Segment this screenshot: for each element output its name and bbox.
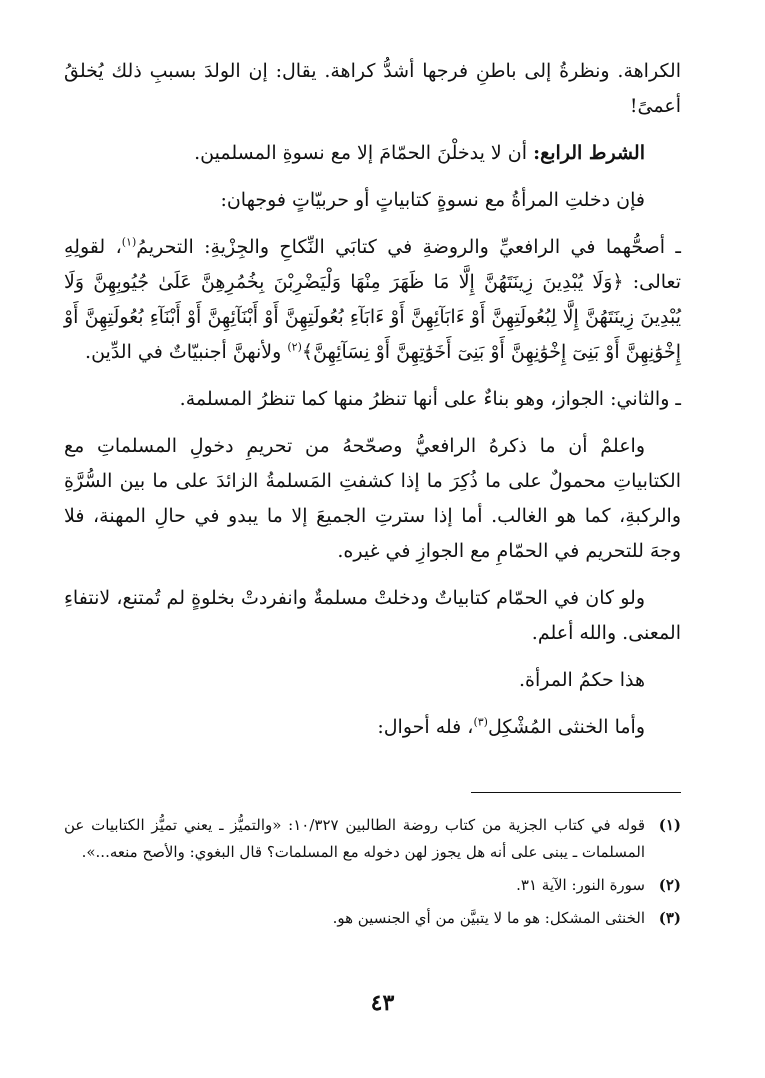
footnote-text: قوله في كتاب الجزية من كتاب روضة الطالبين ١٠/٣٢٧: «والتميُّز ـ يعني تميُّز الكتابيات عن المسلمات ـ يبنى على أنه هل يجوز لهن دخوله مع المسلمات؟ قال البغوي: والأصح منعه...». <box>64 816 645 861</box>
footnote-divider <box>471 792 681 793</box>
paragraph-8: هذا حكمُ المرأة. <box>518 669 645 691</box>
quran-verse: ﴿وَلَا يُبْدِينَ زِينَتَهُنَّ إِلَّا مَا ظَهَرَ مِنْهَا وَلْيَضْرِبْنَ بِخُمُرِهِنَّ عَلَىٰ جُيُوبِهِنَّ وَلَا يُبْدِينَ زِينَتَهُنَّ إِلَّا لِبُعُولَتِهِنَّ أَوْ ءَابَآئِهِنَّ أَوْ ءَابَآءِ بُعُولَتِهِنَّ أَوْ أَبْنَآئِهِنَّ أَوْ أَبْنَآءِ بُعُولَتِهِنَّ أَوْ إِخْوَٰنِهِنَّ أَوْ بَنِىٓ إِخْوَٰنِهِنَّ أَوْ بَنِىٓ أَخَوَٰتِهِنَّ أَوْ نِسَآئِهِنَّ﴾ <box>64 271 681 363</box>
footnote-text: الخنثى المشكل: هو ما لا يتبيَّن من أي الجنسين هو. <box>332 909 645 927</box>
footnotes <box>64 812 681 938</box>
condition-text: أن لا يدخلْنَ الحمّامَ إلا مع نسوةِ المسلمين. <box>194 142 534 164</box>
paragraph-7: ولو كان في الحمّام كتابياتٌ ودخلتْ مسلمةٌ وانفردتْ بخلوةٍ لم تُمتنع، لانتفاءِ المعنى. والله أعلم. <box>64 587 681 644</box>
footnote-ref-2[interactable]: (٢) <box>287 340 302 354</box>
footnote-3 <box>64 905 681 932</box>
footnote-ref-1[interactable]: (١) <box>121 235 137 249</box>
paragraph-first-view <box>64 230 681 370</box>
footnote-1 <box>64 812 681 866</box>
footnote-text: سورة النور: الآية ٣١. <box>516 876 645 894</box>
main-text <box>64 54 681 757</box>
first-view-text: ـ أصحُّهما في الرافعيِّ والروضةِ في كتابَي النِّكاحِ والجِزْيةِ: التحريمُ <box>136 236 681 258</box>
hermaphrodite-text: وأما الخنثى المُشْكِل <box>487 716 645 738</box>
hermaphrodite-text-2: ، فله أحوال: <box>377 716 474 738</box>
paragraph-3: فإن دخلتِ المرأةُ مع نسوةٍ كتابياتٍ أو حربيّاتٍ فوجهان: <box>220 189 645 211</box>
footnote-number: (٢) <box>658 876 681 894</box>
paragraph-9 <box>64 710 681 745</box>
footnote-number: (١) <box>658 816 681 834</box>
page-number: ٤٣ <box>370 990 395 1016</box>
paragraph-6: واعلمْ أن ما ذكرهُ الرافعيُّ وصحّحهُ من تحريمِ دخولِ المسلماتِ مع الكتابياتِ محمولٌ على ما ذُكِرَ ما إذا كشفتِ المَسلمةُ الزائدَ على ما بين السُّرَّةِ والركبةِ، كما هو الغالب. أما إذا سترتِ الجميعَ إلا ما يبدو في حالِ المهنة، فلا وجهَ للتحريم في الحمّامِ مع الجوازِ في غيره. <box>64 435 681 562</box>
first-view-text-3: ولأنهنَّ أجنبيّاتٌ في الدِّين. <box>85 341 288 363</box>
footnote-2 <box>64 872 681 899</box>
paragraph-condition-four <box>64 136 681 171</box>
paragraph-1: الكراهة. ونظرةُ إلى باطنِ فرجها أشدُّ كراهة. يقال: إن الولدَ بسببِ ذلك يُخلقُ أعمىً! <box>64 60 681 117</box>
paragraph-second-view: ـ والثاني: الجواز، وهو بناءٌ على أنها تنظرُ منها كما تنظرُ المسلمة. <box>179 388 681 410</box>
first-view-text-2: ، لقولِهِ تعالى: <box>64 236 682 293</box>
footnote-number: (٣) <box>658 909 681 927</box>
condition-heading: الشرط الرابع: <box>533 142 645 164</box>
footnote-ref-3[interactable]: (٣) <box>473 715 488 729</box>
